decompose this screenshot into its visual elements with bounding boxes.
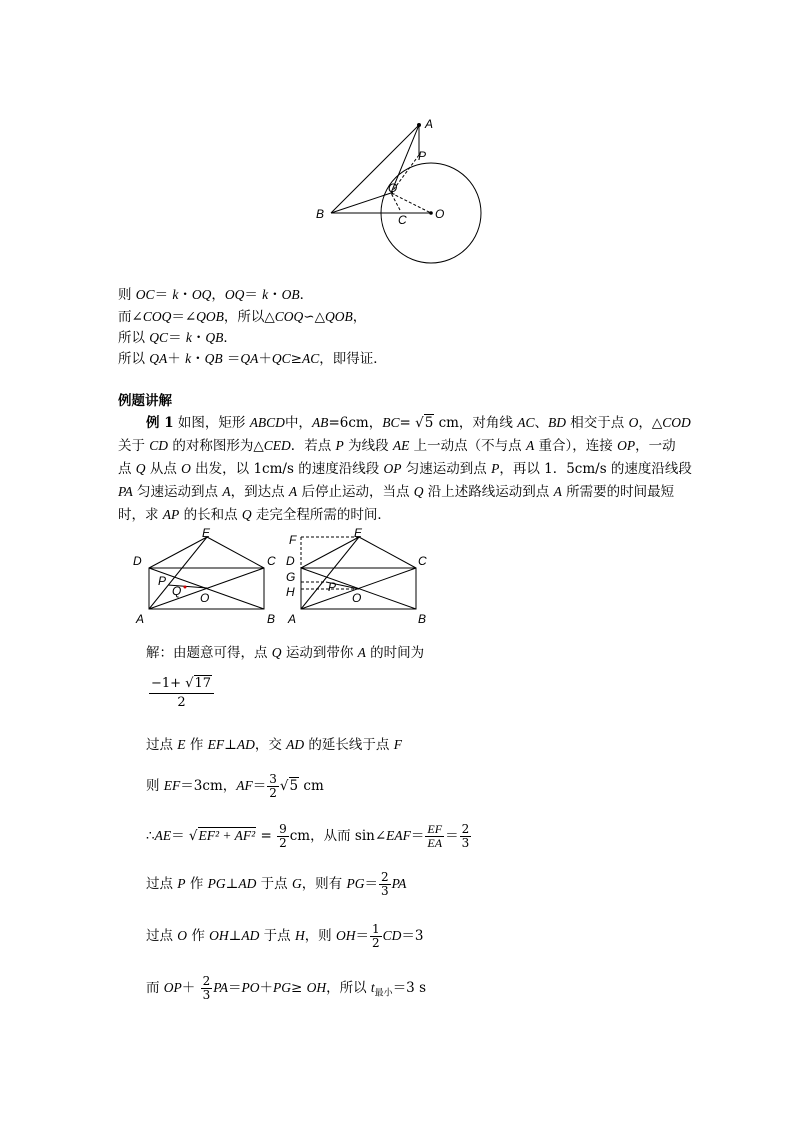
var: A [222,484,231,499]
fig1-label-c: C [398,213,407,227]
text: 沿上述路线运动到点 [423,484,554,500]
fig1-label-a: A [425,117,434,131]
text: ＋ [181,980,200,996]
text: 而 [146,980,164,996]
var: PA [213,980,228,995]
denominator: 2 [279,836,287,850]
denominator: 3 [202,988,211,1002]
var: A [525,438,535,453]
text: ＝ [228,980,242,996]
var: t [370,980,375,995]
text: ＝3cm， [180,778,237,794]
solution-line-7 [146,922,423,950]
var: O [628,415,639,430]
subscript: 最小 [374,988,393,999]
fig2-left-label-b: B [267,612,276,626]
text: ・ [191,330,206,346]
solution-line-3 [146,735,402,755]
segment: OQ [191,287,212,302]
text: 所以 [118,330,150,346]
text: ＝ [244,287,263,303]
text: ，所以 [326,980,371,996]
var: PA [391,876,407,891]
segment: QB [205,330,224,345]
var: AD [241,928,260,943]
numerator: 2 [380,870,389,884]
fig2-right-label-f: F [289,533,297,547]
sqrt-sign: √ [415,415,424,431]
segment: OC [135,287,155,302]
var: k [185,351,192,366]
fig2-right-label-g: G [286,570,296,584]
text: ，交 [254,737,287,753]
text: 关于 [118,438,150,454]
fig1-label-q: Q [388,181,398,195]
text: 过点 [146,876,178,892]
segment: QA [149,351,168,366]
segment: QB [204,351,223,366]
text: 出发，以 1cm/s 的速度沿线段 [190,461,384,477]
text: 过点 [146,737,178,753]
text: 相交于点 [566,415,629,431]
text: ＋ [259,980,273,996]
example-line-3 [118,459,692,479]
solution-fraction-time [148,675,215,712]
right-rectangle-figure [286,526,427,626]
var: G [291,876,302,891]
text: = [256,828,277,844]
triangle: COQ [274,309,304,324]
denominator: 2 [371,936,380,950]
var: A [357,645,366,660]
fig2-left-label-a: A [136,612,145,626]
text: 时，求 [118,507,163,523]
text: ＝ [252,778,267,794]
var: CD [149,438,169,453]
numerator: 9 [279,822,287,836]
segment: QC [149,330,169,345]
var: ABCD [249,415,285,430]
var: A [288,484,298,499]
text: cm [299,778,324,794]
text: ∽△ [303,309,325,325]
var: COD [662,415,691,430]
solution-line-4 [146,772,324,800]
text: ＝3 s [392,980,426,996]
fig2-right-label-a: A [288,612,297,626]
numerator: 1 [371,922,380,936]
text: ． [299,287,314,303]
var: O [177,928,188,943]
var: CD [382,928,402,943]
var: AE [392,438,410,453]
text: ≥ [290,351,302,367]
var: Q [241,507,252,522]
var: PG [207,876,226,891]
text: 作 [185,737,208,753]
var: P [335,438,344,453]
text: ，再以 1．5cm/s 的速度沿线段 [499,461,692,477]
text: ，则 [304,928,336,944]
radicand: EF² + AF² [198,828,256,843]
denominator: 3 [380,884,389,898]
radicand: 17 [194,676,212,691]
var: P [177,876,186,891]
var: OP [617,438,636,453]
left-rectangle-figure [133,526,276,626]
segment: OB [281,287,300,302]
segment: QA [240,351,259,366]
segment: AC [301,351,320,366]
var: k [262,287,269,302]
text: 的对称图形为△ [168,438,264,454]
text: ＝ [168,330,186,346]
fig2-left-label-p: P [158,574,167,588]
example-line-1 [146,413,691,433]
var: EF [163,778,181,793]
text: ＝∠ [171,309,197,325]
var: PG [273,980,291,995]
text: 重合），连接 [534,438,618,454]
text: 运动到带你 [281,645,358,661]
text: ⊥ [228,928,242,944]
numerator: 3 [269,772,277,786]
text: −1+ [151,676,186,691]
angle: COQ [142,309,172,324]
solution-line-5 [146,820,472,852]
var: k [185,330,192,345]
text: 上一动点（不与点 [409,438,526,454]
denominator: 2 [269,786,277,800]
text: 的时间为 [365,645,425,661]
fig2-right-label-e: E [354,526,363,540]
text: 作 [185,876,208,892]
figure-circle-diagram [300,110,500,270]
numerator: 2 [202,974,211,988]
text: ∴ [146,828,155,844]
text: ＝ [445,828,459,844]
text: 匀速运动到点 [401,461,492,477]
solution-line-1 [146,643,424,663]
fig1-label-p: P [418,149,427,163]
radicand: 5 [424,415,434,431]
fig2-left-label-q: Q [172,584,182,598]
var: H [294,928,305,943]
fig2-right-label-o: O [352,591,362,605]
fig2-left-label-c: C [267,554,276,568]
var: EAF [386,828,411,843]
var: CED [263,438,291,453]
text: 解：由题意可得，点 [146,645,272,661]
example-line-5 [118,505,391,525]
var: AC [517,415,535,430]
text: 点 [118,461,136,477]
segment: QC [271,351,291,366]
sqrt-sign: √ [188,828,198,844]
triangle: QOB [325,309,353,324]
example-line-4 [118,482,674,502]
fig2-left-label-e: E [202,526,211,540]
text: ＝3 [401,928,424,944]
var: EF [207,737,225,752]
text: ，到达点 [230,484,289,500]
text: ・ [191,351,205,367]
section-title: 例题讲解 [118,393,172,409]
denominator: EA [427,836,443,850]
fig2-right-label-b: B [418,612,427,626]
numerator: 2 [461,822,470,836]
fig2-left-label-o: O [200,591,210,605]
text: =6cm， [328,415,383,431]
proof-line-3 [118,328,237,348]
var: OH [335,928,356,943]
var: OH [209,928,229,943]
text: cm，从而 sin∠ [289,828,387,844]
text: ，所以△ [223,309,275,325]
var: k [172,287,179,302]
text: 则 [118,287,136,303]
text: ，△ [638,415,663,431]
numerator: EF [427,822,443,836]
fig2-right-label-h: H [286,585,295,599]
text: 为线段 [343,438,393,454]
var: PO [241,980,260,995]
text: = [399,415,416,431]
text: cm，对角线 [434,415,518,431]
text: 而∠ [118,309,143,325]
text: ＝ [410,828,425,844]
var: Q [413,484,424,499]
text: ，则有 [301,876,347,892]
radicand: 5 [289,778,299,794]
text: ・ [178,287,192,303]
var: AD [286,737,305,752]
text: 的长和点 [179,507,242,523]
var: OP [383,461,402,476]
var: PG [346,876,365,891]
text: ⊥ [224,737,237,753]
text: 走完全程所需的时间． [251,507,391,523]
fig2-left-label-d: D [133,554,142,568]
sqrt-sign: √ [185,676,194,691]
text: 所以 [118,351,150,367]
text: ＝ [355,928,369,944]
var: AF [236,778,253,793]
text: ≥ [291,980,307,996]
var: A [553,484,562,499]
var: OH [306,980,327,995]
sqrt-sign: √ [279,778,289,794]
text: ＋ [258,351,272,367]
figure-rectangles-diagram [128,525,438,630]
var: F [393,737,402,752]
var: BD [548,415,566,430]
var: Q [135,461,146,476]
fig2-right-label-c: C [418,554,427,568]
fig1-label-b: B [316,207,325,221]
fig1-label-o: O [435,207,445,221]
text: ＝ [364,876,378,892]
text: ＝ [171,828,189,844]
example-label: 例 1 [146,415,174,431]
var: PA [118,484,133,499]
text: ＋ [167,351,186,367]
text: 如图，矩形 [173,415,250,431]
var: O [181,461,191,476]
text: ，即得证． [319,351,387,367]
text: ，一动 [635,438,676,454]
fig2-right-label-p: P [328,580,337,594]
text: 作 [187,928,210,944]
text: 匀速运动到点 [132,484,223,500]
text: 后停止运动，当点 [297,484,414,500]
var: AE [154,828,172,843]
text: 所需要的时间最短 [561,484,675,500]
text: ＝ [154,287,173,303]
var: AD [238,876,257,891]
text: ． [223,330,237,346]
var: P [491,461,500,476]
solution-line-6 [146,870,406,898]
angle: QOB [196,309,224,324]
segment: OQ [224,287,245,302]
var: AB [311,415,329,430]
proof-line-1 [118,285,313,305]
denominator: 3 [461,836,470,850]
solution-line-8 [146,974,426,1008]
text: 从点 [145,461,182,477]
text: ， [352,309,367,325]
text: 、 [534,415,548,431]
var: AD [236,737,255,752]
fig2-right-label-d: D [286,554,295,568]
var: OP [163,980,182,995]
proof-line-2 [118,307,366,327]
text: ⊥ [225,876,239,892]
text: 于点 [259,928,295,944]
example-line-2 [118,436,676,456]
var: Q [271,645,282,660]
var: AP [162,507,180,522]
denominator: 2 [177,695,186,710]
text: 的延长线于点 [304,737,394,753]
text: 则 [146,778,164,794]
var: BC [382,415,400,430]
text: ．若点 [290,438,336,454]
var: E [177,737,186,752]
text: 过点 [146,928,178,944]
text: 中， [284,415,312,431]
text: 于点 [256,876,292,892]
text: ， [211,287,225,303]
text: ＝ [222,351,241,367]
text: ・ [268,287,282,303]
proof-line-4 [118,349,387,369]
